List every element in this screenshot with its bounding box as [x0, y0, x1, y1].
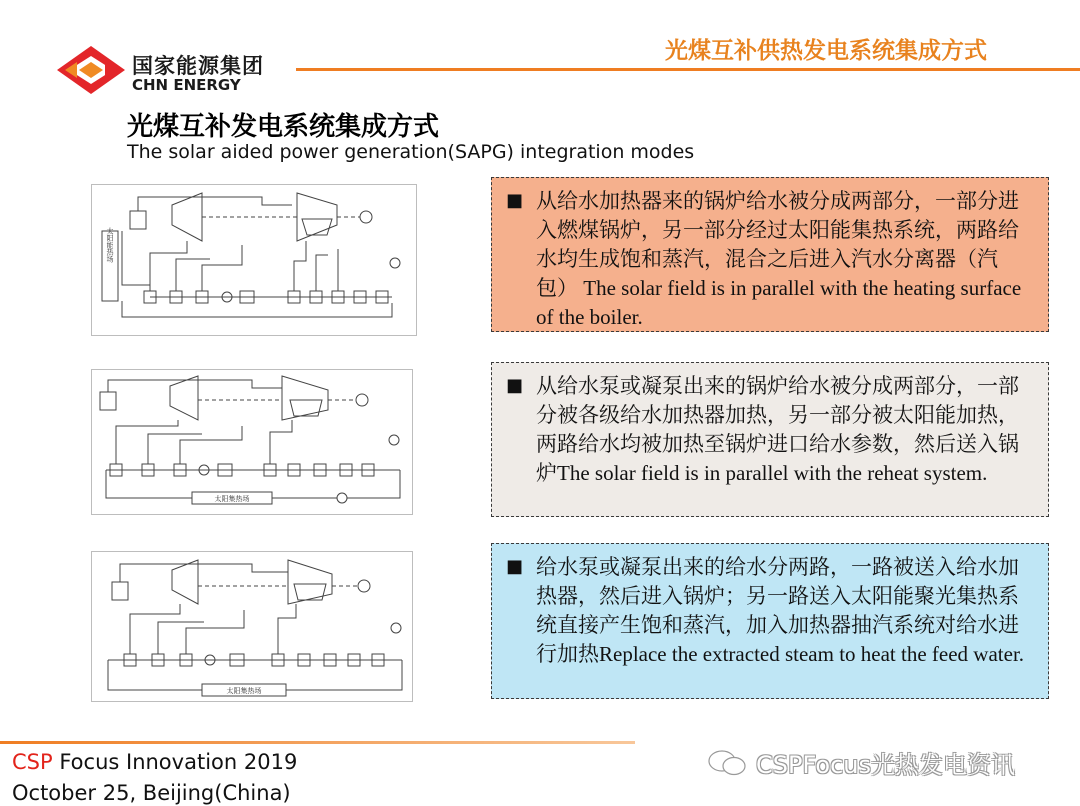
- description-en: The solar field is in parallel with the heating surface of the boiler.: [536, 276, 1022, 329]
- slide-section-title: 光煤互补供热发电系统集成方式: [665, 38, 987, 64]
- org-name-en: CHN ENERGY: [132, 76, 241, 94]
- page-subtitle: The solar aided power generation(SAPG) integration modes: [127, 141, 695, 163]
- header-divider: [296, 68, 1080, 71]
- chn-energy-logo: [55, 44, 127, 96]
- bullet-square-icon: ■: [506, 190, 524, 211]
- page-title: 光煤互补发电系统集成方式: [127, 112, 440, 142]
- description-box-3: [491, 543, 1049, 699]
- description-box-1: [491, 177, 1049, 332]
- description-cn: 从给水泵或凝泵出来的锅炉给水被分成两部分，一部分被各级给水加热器加热，另一部分被太阳能加热，两路给水均被加热至锅炉进口给水参数，然后送入锅炉: [536, 374, 1019, 485]
- description-cn: 从给水加热器来的锅炉给水被分成两部分，一部分进入燃煤锅炉，另一部分经过太阳能集热系统，两路给水均生成饱和蒸汽，混合之后进入汽水分离器（汽包）: [536, 189, 1019, 300]
- integration-diagram-1: [91, 184, 417, 336]
- integration-diagram-3: [91, 551, 413, 702]
- solar-field-label: 太阳集热场: [214, 495, 250, 503]
- footer-divider: [0, 741, 635, 744]
- integration-diagram-2: [91, 369, 413, 515]
- footer-date: October 25, Beijing(China): [12, 781, 291, 805]
- solar-field-label: 太阳能热场: [106, 227, 114, 263]
- org-name-cn: 国家能源集团: [132, 54, 264, 78]
- description-cn: 给水泵或凝泵出来的给水分两路，一路被送入给水加热器，然后进入锅炉；另一路送入太阳能聚光集热系统直接产生饱和蒸汽，加入加热器抽汽系统对给水进行加热: [536, 555, 1019, 666]
- description-en: The solar field is in parallel with the reheat system.: [557, 461, 988, 485]
- bullet-square-icon: ■: [506, 556, 524, 577]
- description-en: Replace the extracted steam to heat the feed water.: [599, 642, 1025, 666]
- footer-csp: CSP: [12, 750, 53, 774]
- wechat-icon: [706, 748, 750, 778]
- watermark: CSPFocus光热发电资讯: [756, 751, 1016, 779]
- footer-event-name: Focus Innovation 2019: [52, 750, 298, 774]
- bullet-square-icon: ■: [506, 375, 524, 396]
- description-box-2: [491, 362, 1049, 517]
- footer-event: [12, 750, 297, 774]
- solar-field-label: 太阳集热场: [226, 687, 262, 695]
